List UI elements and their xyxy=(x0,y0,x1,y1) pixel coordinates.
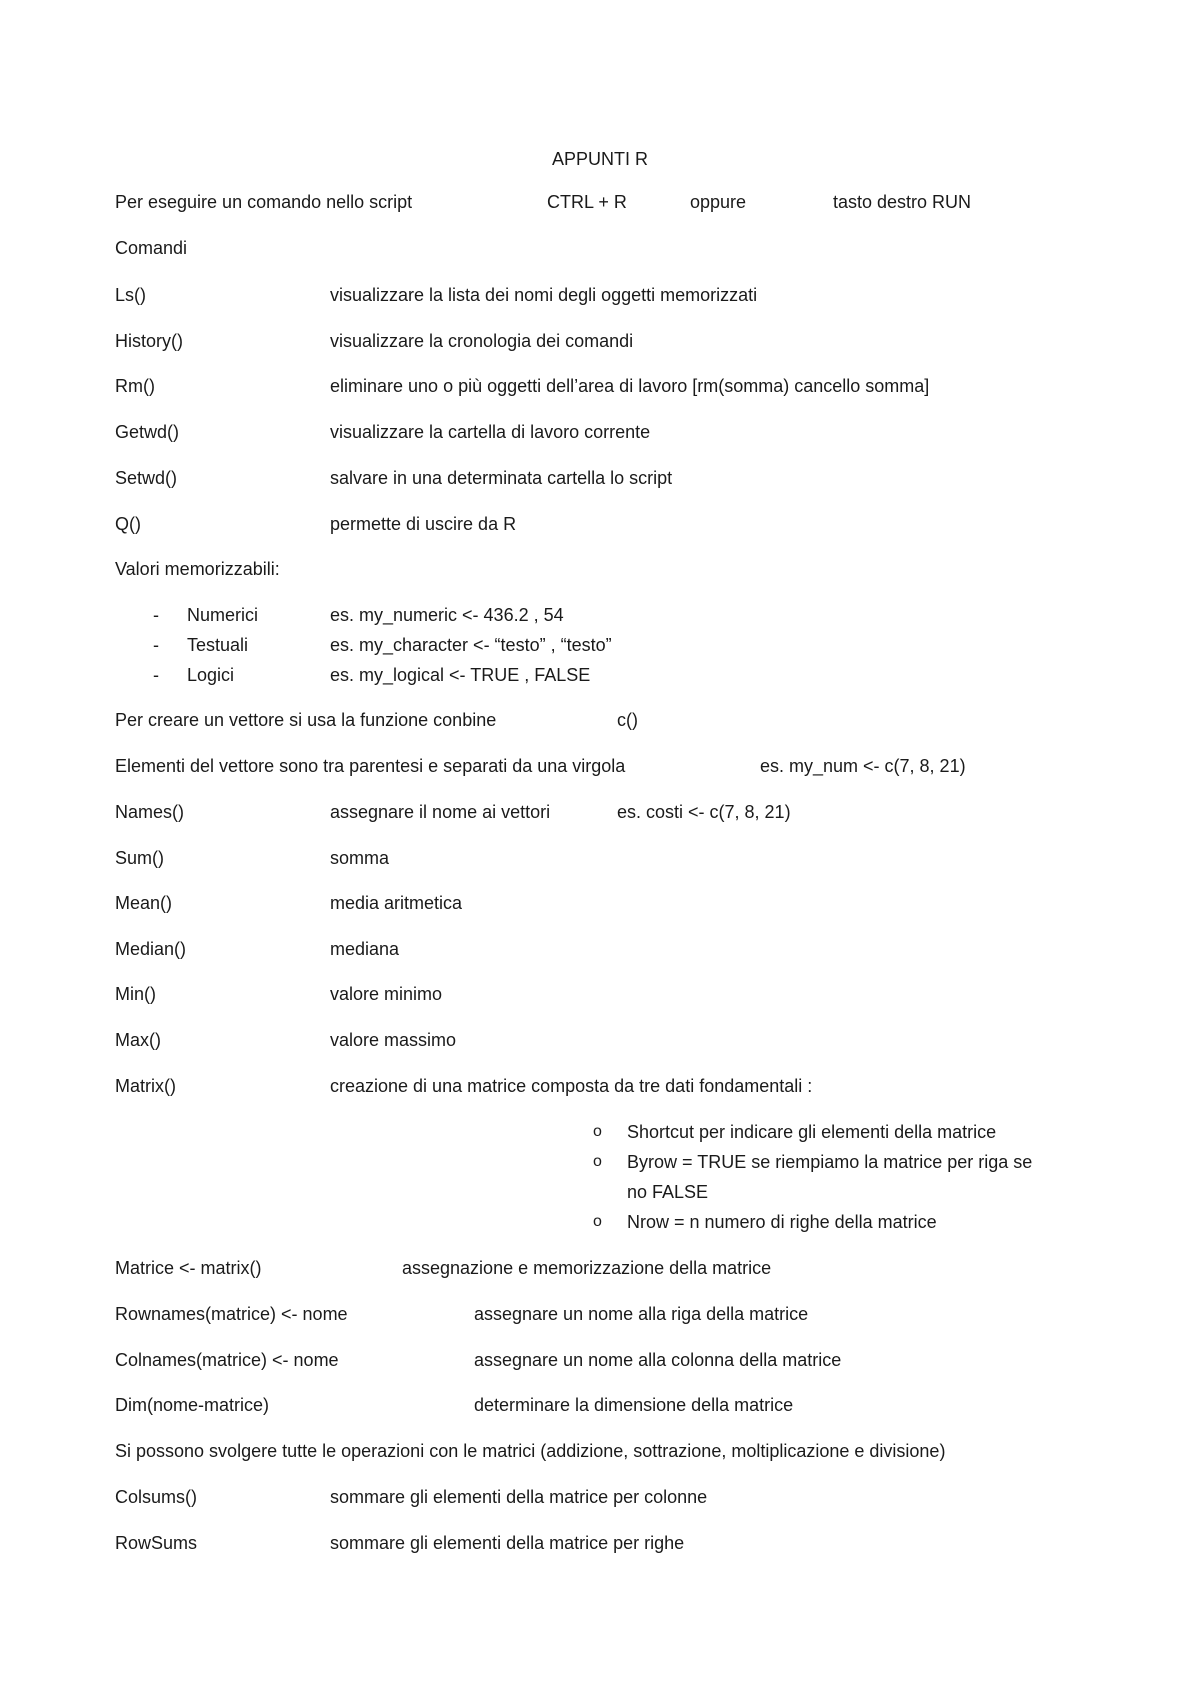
matrix-op-command: Matrice <- matrix() xyxy=(115,1258,262,1278)
matrix-desc: creazione di una matrice composta da tre dati fondamentali : xyxy=(330,1076,813,1096)
command-desc: sommare gli elementi della matrice per colonne xyxy=(330,1487,708,1507)
matrix-bullet: o Nrow = n numero di righe della matrice xyxy=(627,1211,937,1233)
value-type: - Logici xyxy=(187,664,234,686)
intro-or: oppure xyxy=(690,192,747,212)
command-desc: salvare in una determinata cartella lo script xyxy=(330,468,673,488)
command-name: Mean() xyxy=(115,893,173,913)
matrix-op-command: Rownames(matrice) <- nome xyxy=(115,1304,348,1324)
value-example: es. my_numeric <- 436.2 , 54 xyxy=(330,605,564,625)
command-desc: sommare gli elementi della matrice per righe xyxy=(330,1533,685,1553)
command-desc: eliminare uno o più oggetti dell’area di lavoro [rm(somma) cancello somma] xyxy=(330,376,930,396)
value-type: - Numerici xyxy=(187,604,258,626)
command-name: Setwd() xyxy=(115,468,178,488)
matrix-op-desc: assegnare un nome alla colonna della matrice xyxy=(474,1350,842,1370)
value-example: es. my_logical <- TRUE , FALSE xyxy=(330,665,591,685)
command-desc: permette di uscire da R xyxy=(330,514,517,534)
command-desc: media aritmetica xyxy=(330,893,463,913)
value-example: es. my_character <- “testo” , “testo” xyxy=(330,635,612,655)
matrix-command: Matrix() xyxy=(115,1076,176,1096)
command-name: Ls() xyxy=(115,285,146,305)
command-name: Sum() xyxy=(115,848,164,868)
vector-elements-example: es. my_num <- c(7, 8, 21) xyxy=(760,756,966,776)
names-command: Names() xyxy=(115,802,185,822)
command-name: Max() xyxy=(115,1030,161,1050)
matrix-bullet-continuation: no FALSE xyxy=(627,1182,709,1202)
names-example: es. costi <- c(7, 8, 21) xyxy=(617,802,791,822)
vector-create-text: Per creare un vettore si usa la funzione conbine xyxy=(115,710,497,730)
document-title: APPUNTI R xyxy=(551,149,648,169)
matrix-bullet: o Byrow = TRUE se riempiamo la matrice per riga se xyxy=(627,1151,1032,1173)
command-desc: visualizzare la cartella di lavoro corrente xyxy=(330,422,651,442)
command-name: Rm() xyxy=(115,376,155,396)
intro-text: Per eseguire un comando nello script xyxy=(115,192,413,212)
command-name: Getwd() xyxy=(115,422,180,442)
command-name: Q() xyxy=(115,514,141,534)
values-heading: Valori memorizzabili: xyxy=(115,559,280,579)
matrix-op-command: Colnames(matrice) <- nome xyxy=(115,1350,339,1370)
names-desc: assegnare il nome ai vettori xyxy=(330,802,551,822)
vector-create-fn: c() xyxy=(617,710,638,730)
command-desc: mediana xyxy=(330,939,400,959)
command-desc: valore massimo xyxy=(330,1030,457,1050)
command-name: Median() xyxy=(115,939,187,959)
command-name: Colsums() xyxy=(115,1487,198,1507)
command-name: History() xyxy=(115,331,183,351)
command-name: Min() xyxy=(115,984,156,1004)
matrix-op-desc: assegnare un nome alla riga della matrice xyxy=(474,1304,809,1324)
matrix-bullet: o Shortcut per indicare gli elementi della matrice xyxy=(627,1121,996,1143)
command-desc: valore minimo xyxy=(330,984,443,1004)
intro-shortcut: CTRL + R xyxy=(547,192,627,212)
command-desc: somma xyxy=(330,848,390,868)
matrix-op-desc: determinare la dimensione della matrice xyxy=(474,1395,794,1415)
commands-heading: Comandi xyxy=(115,238,188,258)
matrix-op-command: Dim(nome-matrice) xyxy=(115,1395,270,1415)
matrix-op-desc: assegnazione e memorizzazione della matrice xyxy=(402,1258,772,1278)
intro-alt: tasto destro RUN xyxy=(833,192,972,212)
command-name: RowSums xyxy=(115,1533,198,1553)
command-desc: visualizzare la cronologia dei comandi xyxy=(330,331,634,351)
value-type: - Testuali xyxy=(187,634,248,656)
operations-note: Si possono svolgere tutte le operazioni con le matrici (addizione, sottrazione, moltiplicazione e divisione) xyxy=(115,1441,946,1461)
command-desc: visualizzare la lista dei nomi degli oggetti memorizzati xyxy=(330,285,758,305)
vector-elements-text: Elementi del vettore sono tra parentesi e separati da una virgola xyxy=(115,756,626,776)
